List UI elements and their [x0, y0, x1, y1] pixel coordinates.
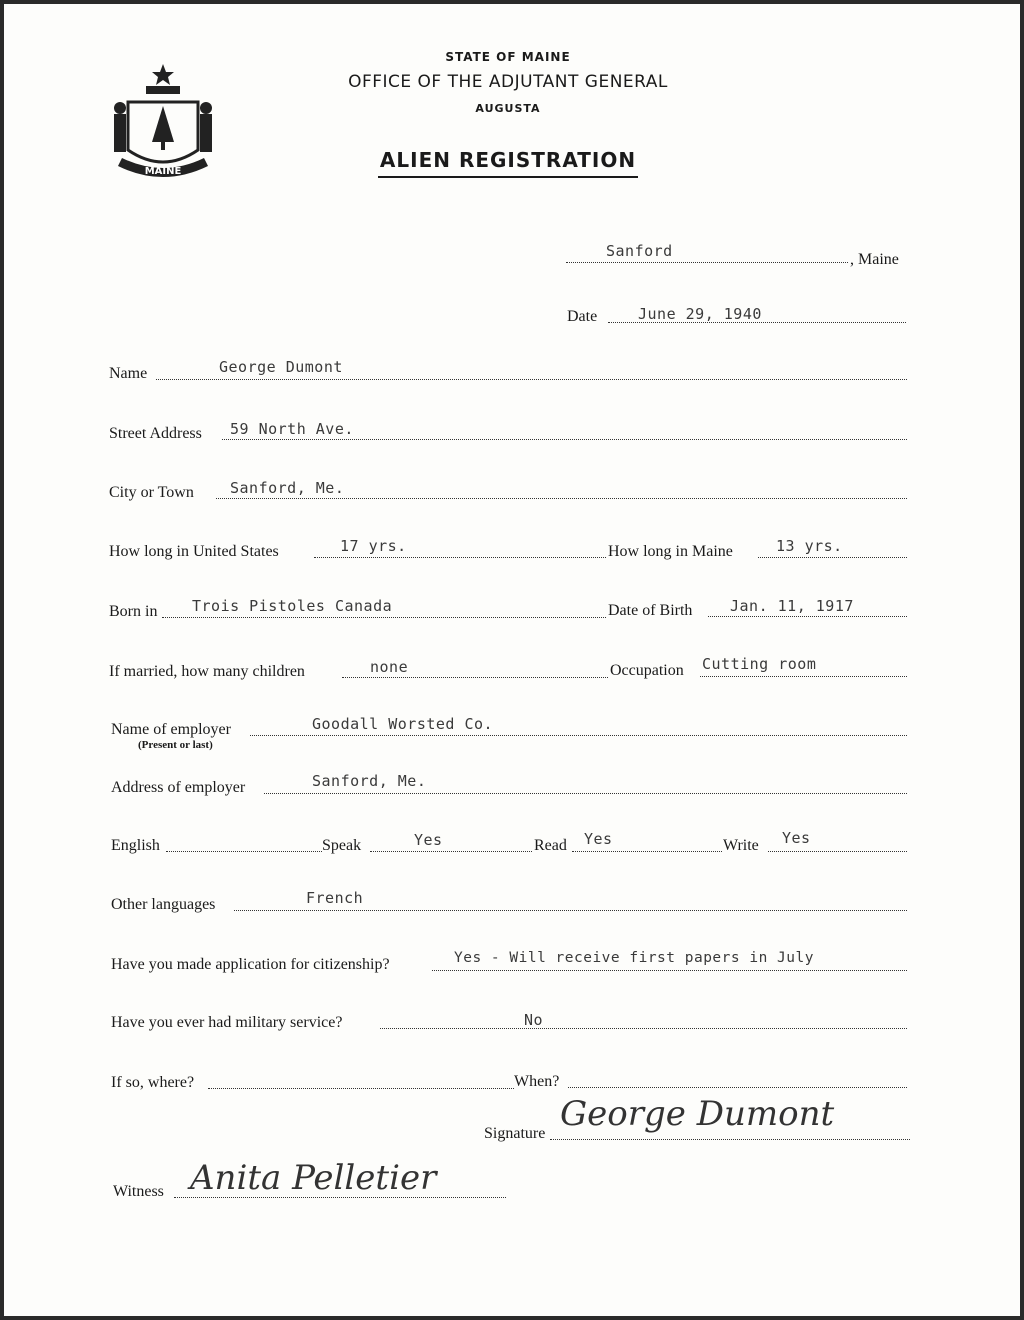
born-line [162, 617, 606, 618]
military-label: Have you ever had military service? [111, 1014, 343, 1031]
place-value: Sanford [606, 242, 673, 260]
citizenship-label: Have you made application for citizenship? [111, 956, 390, 973]
children-line [342, 677, 608, 678]
signature-handwritten: George Dumont [560, 1094, 835, 1134]
header-state: STATE OF MAINE [445, 50, 571, 64]
employer-value: Goodall Worsted Co. [312, 715, 494, 733]
us-time-label: How long in United States [109, 543, 279, 560]
speak-value: Yes [414, 831, 443, 849]
place-suffix: , Maine [850, 251, 899, 268]
street-value: 59 North Ave. [230, 420, 354, 438]
employer-address-line [264, 793, 907, 794]
employer-address-value: Sanford, Me. [312, 772, 427, 790]
occupation-label: Occupation [610, 662, 684, 679]
employer-address-label: Address of employer [111, 779, 246, 796]
read-value: Yes [584, 830, 613, 848]
other-lang-value: French [306, 889, 364, 907]
name-line [156, 379, 907, 380]
where-label: If so, where? [111, 1074, 195, 1091]
us-time-value: 17 yrs. [340, 537, 407, 555]
date-value: June 29, 1940 [638, 305, 762, 323]
witness-label: Witness [113, 1183, 164, 1200]
write-value: Yes [782, 829, 811, 847]
place-line [566, 262, 848, 263]
street-label: Street Address [109, 425, 202, 442]
read-label: Read [534, 837, 567, 854]
military-value: No [524, 1011, 544, 1029]
speak-line [370, 851, 532, 852]
signature-line [550, 1139, 910, 1140]
date-label: Date [567, 308, 598, 325]
header-office: OFFICE OF THE ADJUTANT GENERAL [348, 72, 668, 92]
name-value: George Dumont [219, 358, 343, 376]
svg-text:MAINE: MAINE [144, 166, 182, 177]
citizenship-line [432, 970, 907, 971]
english-label: English [111, 837, 160, 854]
when-label: When? [514, 1073, 560, 1090]
maine-time-value: 13 yrs. [776, 537, 843, 555]
born-value: Trois Pistoles Canada [192, 597, 393, 615]
other-lang-line [234, 910, 907, 911]
read-line [572, 851, 722, 852]
city-label: City or Town [109, 484, 194, 501]
write-line [768, 851, 907, 852]
form-title: ALIEN REGISTRATION [0, 148, 1020, 178]
children-value: none [370, 658, 409, 676]
write-label: Write [723, 837, 759, 854]
dob-line [708, 616, 907, 617]
witness-signature-handwritten: Anita Pelletier [190, 1158, 437, 1198]
dob-label: Date of Birth [608, 602, 693, 619]
maine-time-line [758, 557, 907, 558]
born-label: Born in [109, 603, 158, 620]
header-city: AUGUSTA [475, 102, 541, 115]
speak-label: Speak [322, 837, 362, 854]
employer-line [250, 735, 907, 736]
where-line [208, 1088, 514, 1089]
dob-value: Jan. 11, 1917 [730, 597, 854, 615]
english-line [166, 851, 322, 852]
occupation-line [700, 676, 907, 677]
military-line [380, 1028, 907, 1029]
children-label: If married, how many children [109, 663, 305, 680]
employer-label: Name of employer [111, 721, 231, 738]
when-line [568, 1087, 907, 1088]
employer-sublabel: (Present or last) [138, 739, 213, 751]
other-lang-label: Other languages [111, 896, 216, 913]
us-time-line [314, 557, 606, 558]
city-line [216, 498, 907, 499]
street-line [222, 439, 907, 440]
occupation-value: Cutting room [702, 655, 817, 673]
city-value: Sanford, Me. [230, 479, 345, 497]
signature-label: Signature [484, 1125, 546, 1142]
maine-time-label: How long in Maine [608, 543, 733, 560]
name-label: Name [109, 365, 148, 382]
citizenship-value: Yes - Will receive first papers in July [454, 950, 814, 966]
